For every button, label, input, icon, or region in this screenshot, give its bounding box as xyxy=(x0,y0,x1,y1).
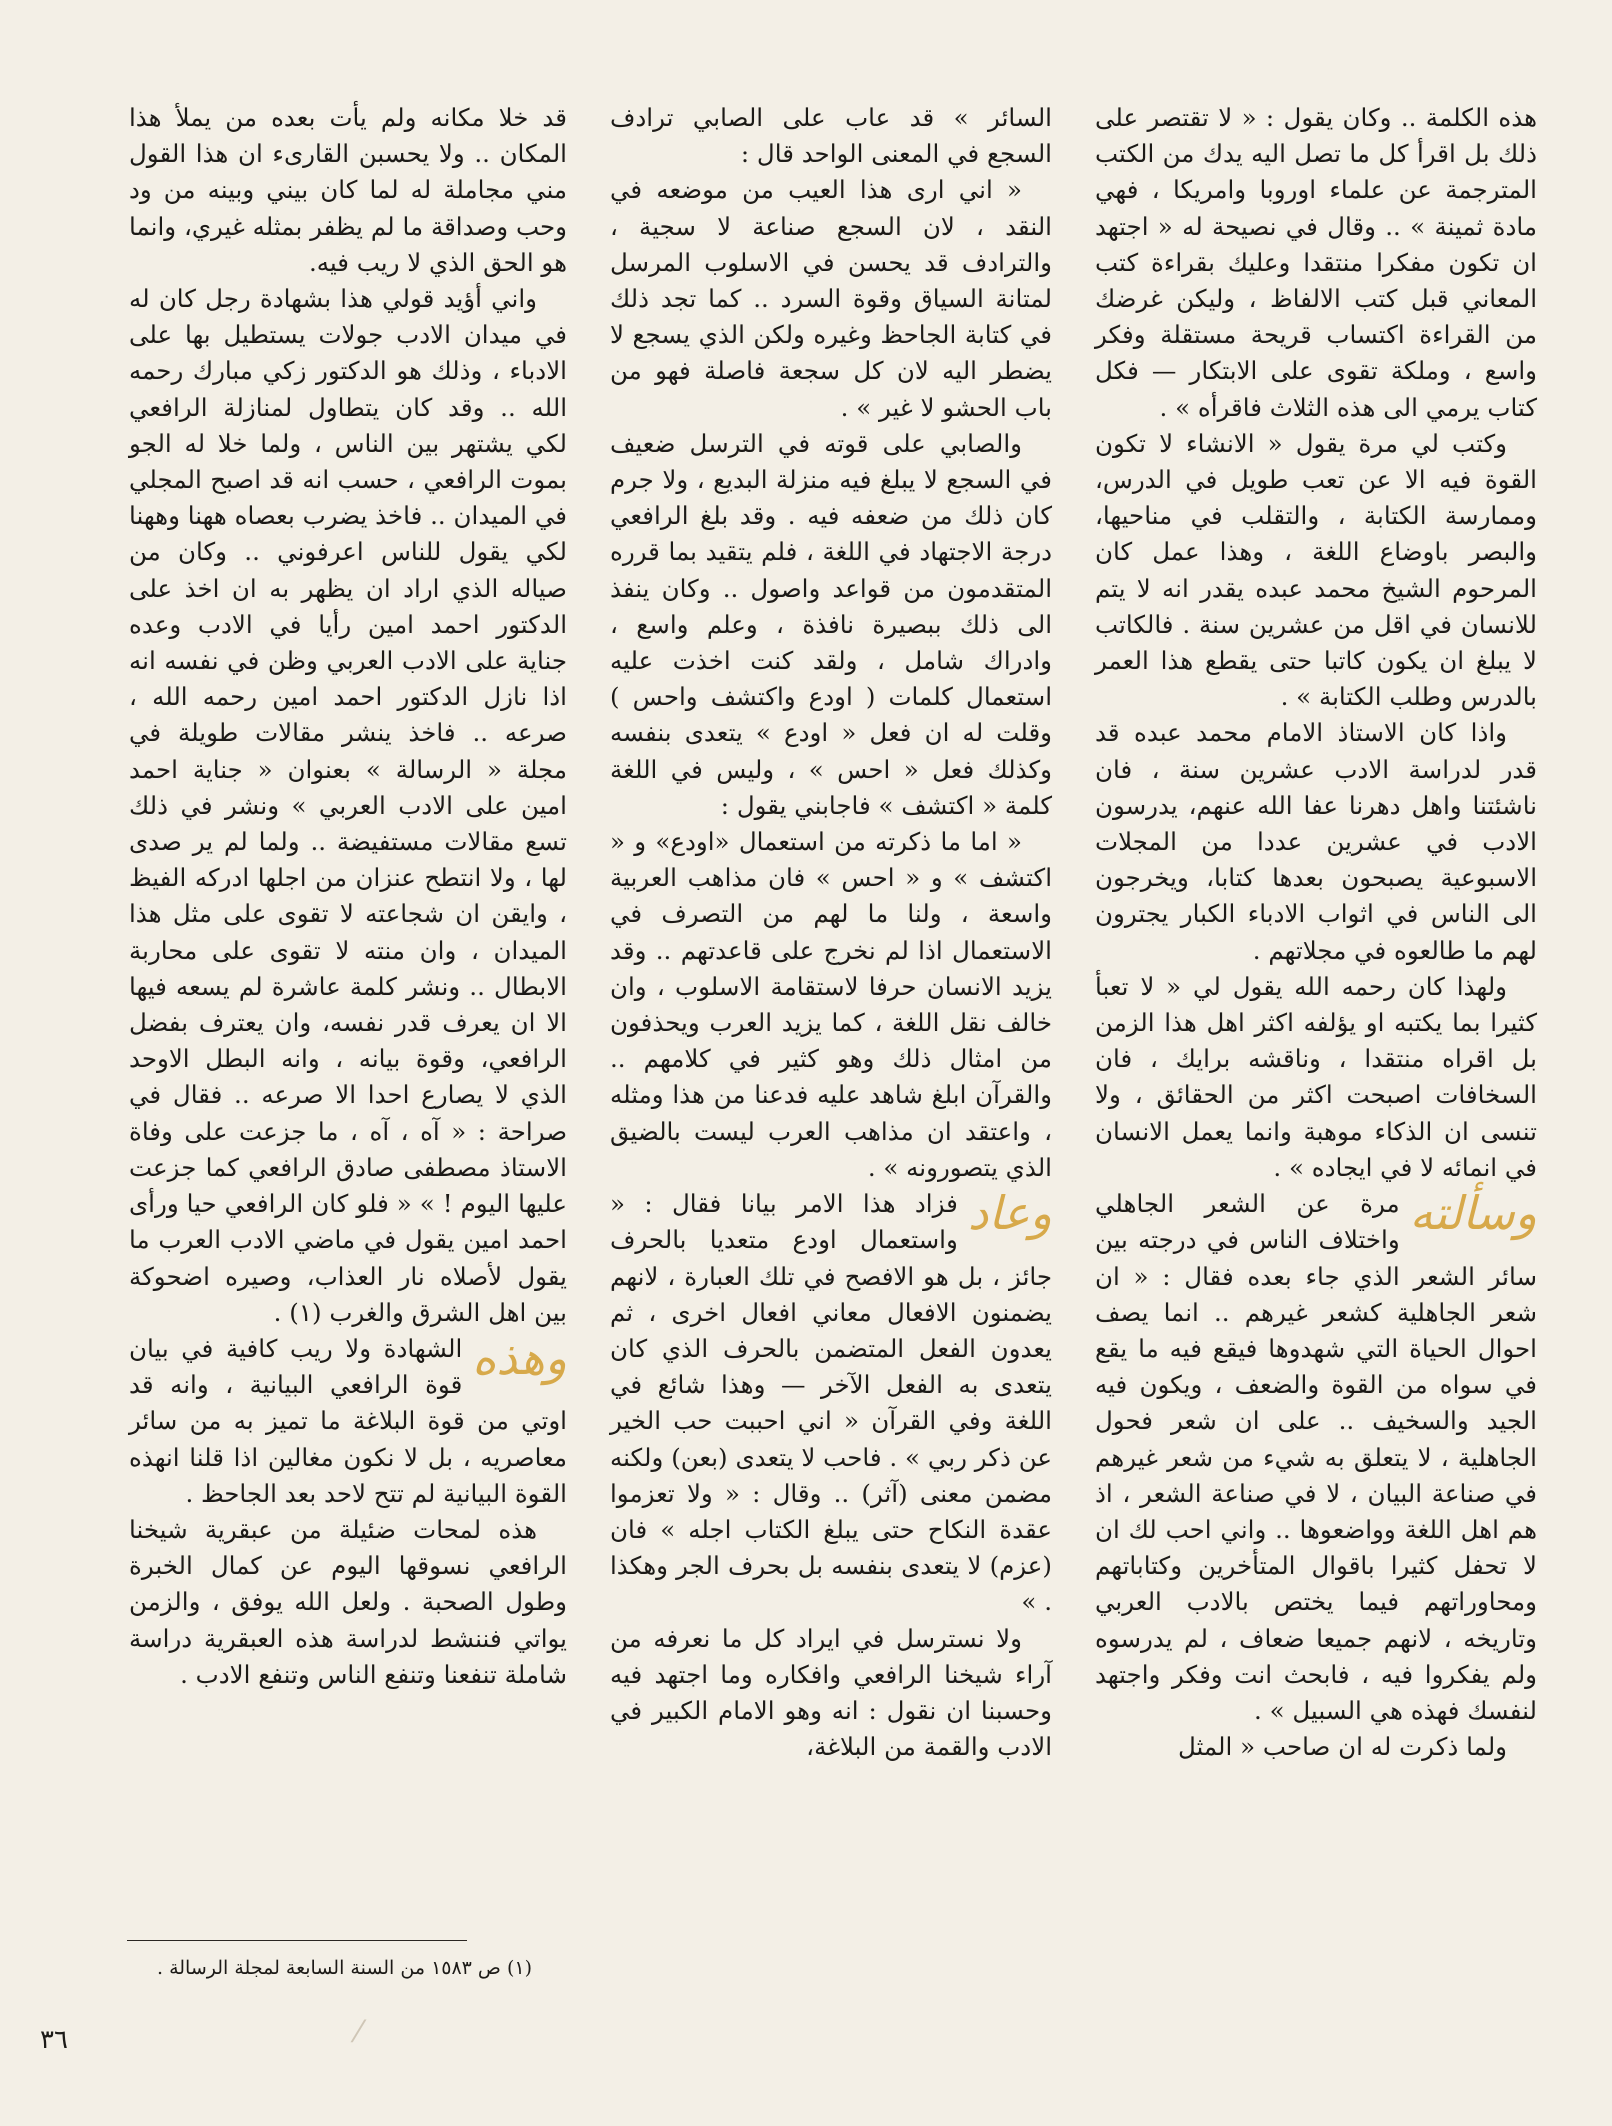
page-number: ٣٦ xyxy=(40,2025,68,2055)
text-column-middle xyxy=(610,100,1052,1765)
paragraph-text: مرة عن الشعر الجاهلي واختلاف الناس في درجته بين سائر الشعر الذي جاء بعده فقال : « ان شعر الجاهلية كشعر غيرهم .. انما يصف احوال الحياة التي شهدوها فيقع فيه ما يقع في سواه من القوة والضعف ، ويكون فيه الجيد والسخيف .. على ان شعر فحول الجاهلية ، لا يتعلق به شيء من شعر غيرهم في صناعة البيان ، لا في صناعة الشعر ، اذ هم اهل اللغة وواضعوها .. واني احب لك ان لا تحفل كثيرا باقوال المتأخرين وكتاباتهم ومحاوراتهم فيما يختص بالادب العربي وتاريخه ، لانهم جميعا ضعاف ، لم يدرسوه ولم يفكروا فيه ، فابحث انت وفكر واجتهد لنفسك فهذه هي السبيل » . xyxy=(1095,1189,1537,1725)
footnote: (١) ص ١٥٨٣ من السنة السابعة لمجلة الرسالة . xyxy=(157,1957,532,1979)
paragraph: وكتب لي مرة يقول « الانشاء لا تكون القوة فيه الا عن تعب طويل في الدرس، وممارسة الكتابة ، والتقلب في مناحيها، والبصر باوضاع اللغة ، وهذا عمل كان المرحوم الشيخ محمد عبده يقدر انه لا يتم للانسان في اقل من عشرين سنة . فالكاتب لا يبلغ ان يكون كاتبا حتى يقطع هذا العمر بالدرس وطلب الكتابة » . xyxy=(1095,428,1537,712)
paragraph: والصابي على قوته في الترسل ضعيف في السجع لا يبلغ فيه منزلة البديع ، ولا جرم كان ذلك من ضعفه فيه . وقد بلغ الرافعي درجة الاجتهاد في اللغة ، فلم يتقيد بما قرره المتقدمون من قواعد واصول .. وكان ينفذ الى ذلك ببصيرة نافذة ، وعلم واسع ، وادراك شامل ، ولقد كنت اخذت عليه استعمال كلمات ( اودع واكتشف واحس ) وقلت له ان فعل « اودع » يتعدى بنفسه وكذلك فعل « احس » ، وليس في اللغة كلمة « اكتشف » فاجابني يقول : xyxy=(610,428,1052,820)
section-ornament: وهذه xyxy=(472,1330,567,1385)
paragraph-with-ornament xyxy=(1095,1186,1537,1729)
paragraph: ولا نسترسل في ايراد كل ما نعرفه من آراء شيخنا الرافعي وافكاره وما اجتهد فيه وحسبنا ان نقول : انه وهو الامام الكبير في الادب والقمة من البلاغة، xyxy=(610,1623,1052,1762)
paragraph: السائر » قد عاب على الصابي ترادف السجع في المعنى الواحد قال : xyxy=(610,103,1052,169)
paragraph: قد خلا مكانه ولم يأت بعده من يملأ هذا المكان .. ولا يحسبن القارىء ان هذا القول مني مجاملة له لما كان بيني وبينه من ود وحب وصداقة ما لم يظفر بمثله غيري، وانما هو الحق الذي لا ريب فيه. xyxy=(129,103,567,277)
paragraph-with-ornament xyxy=(129,1331,567,1512)
paragraph-text: فزاد هذا الامر بيانا فقال : « واستعمال اودع متعديا بالحرف جائز ، بل هو الافصح في تلك العبارة ، لانهم يضمنون الافعال معاني افعال اخرى ، ثم يعدون الفعل المتضمن بالحرف الذي كان يتعدى به الفعل الآخر — وهذا شائع في اللغة وفي القرآن « اني احببت حب الخير عن ذكر ربي » . فاحب لا يتعدى (بعن) ولكنه مضمن معنى (آثر) .. وقال : « ولا تعزموا عقدة النكاح حتى يبلغ الكتاب اجله » فان (عزم) لا يتعدى بنفسه بل بحرف الجر وهكذا . » xyxy=(610,1189,1052,1617)
paragraph: هذه لمحات ضئيلة من عبقرية شيخنا الرافعي نسوقها اليوم عن كمال الخبرة وطول الصحبة . ولعل الله يوفق ، والزمن يواتي فننشط لدراسة هذه العبقرية دراسة شاملة تنفعنا وتنفع الناس وتنفع الادب . xyxy=(129,1514,567,1689)
paragraph: ولما ذكرت له ان صاحب « المثل xyxy=(1177,1732,1507,1762)
pencil-mark-icon: ⁄ xyxy=(356,2015,362,2050)
paragraph: هذه الكلمة .. وكان يقول : « لا تقتصر على ذلك بل اقرأ كل ما تصل اليه يدك من الكتب المترجمة عن علماء اوروبا وامريكا ، فهي مادة ثمينة » .. وقال في نصيحة له « اجتهد ان تكون مفكرا منتقدا وعليك بقراءة كتب المعاني قبل كتب الالفاظ ، وليكن غرضك من القراءة اكتساب قريحة مستقلة وفكر واسع ، وملكة تقوى على الابتكار — فكل كتاب يرمي الى هذه الثلاث فاقرأه » . xyxy=(1095,103,1537,422)
paragraph: ولهذا كان رحمه الله يقول لي « لا تعبأ كثيرا بما يكتبه او يؤلفه اكثر اهل هذا الزمن بل اقراه منتقدا ، وناقشه برايك ، فان السخافات اصبحت اكثر من الحقائق ، ولا تنسى ان الذكاء موهبة وانما يعمل الانسان في انمائه لا في ايجاده » . xyxy=(1095,971,1537,1182)
text-column-left xyxy=(129,100,567,1693)
footnote-divider xyxy=(127,1940,467,1941)
paragraph: واذا كان الاستاذ الامام محمد عبده قد قدر لدراسة الادب عشرين سنة ، فان ناشئتنا واهل دهرنا عفا الله عنهم، يدرسون الادب في عشرين عددا من المجلات الاسبوعية يصبحون بعدها كتابا، ويخرجون الى الناس في اثواب الادباء الكبار يجترون لهم ما طالعوه في مجلاتهم . xyxy=(1095,718,1537,965)
paragraph-with-ornament xyxy=(610,1186,1052,1620)
section-ornament: وسألته xyxy=(1409,1186,1537,1241)
text-column-right xyxy=(1095,100,1537,1765)
paragraph: « اني ارى هذا العيب من موضعه في النقد ، لان السجع صناعة لا سجية ، والترادف قد يحسن في الاسلوب المرسل لمتانة السياق وقوة السرد .. كما تجد ذلك في كتابة الجاحظ وغيره ولكن الذي يسجع لا يضطر اليه لان كل سجعة فاصلة فهو من باب الحشو لا غير » . xyxy=(610,175,1052,422)
paragraph-text: الشهادة ولا ريب كافية في بيان قوة الرافعي البيانية ، وانه قد اوتي من قوة البلاغة ما تميز به من سائر معاصريه ، بل لا نكون مغالين اذا قلنا انهذه القوة البيانية لم تتح لاحد بعد الجاحظ . xyxy=(129,1333,567,1508)
paragraph: « اما ما ذكرته من استعمال «اودع» و « اكتشف » و « احس » فان مذاهب العربية واسعة ، ولنا ما لهم من التصرف في الاستعمال اذا لم نخرج على قاعدتهم .. وقد يزيد الانسان حرفا لاستقامة الاسلوب ، وان خالف نقل اللغة ، كما يزيد العرب ويحذفون من امثال ذلك وهو كثير في كلامهم .. والقرآن ابلغ شاهد عليه فدعنا من هذا ومثله ، واعتقد ان مذاهب العرب ليست بالضيق الذي يتصورونه » . xyxy=(610,827,1052,1182)
paragraph: واني أؤيد قولي هذا بشهادة رجل كان له في ميدان الادب جولات يستطيل بها على الادباء ، وذلك هو الدكتور زكي مبارك رحمه الله .. وقد كان يتطاول لمنازلة الرافعي لكي يشتهر بين الناس ، ولما خلا له الجو بموت الرافعي ، حسب انه قد اصبح المجلي في الميدان .. فاخذ يضرب بعصاه ههنا وههنا لكي يقول للناس اعرفوني .. وكان من صياله الذي اراد ان يظهر به ان اخذ على الدكتور احمد امين رأيا في الادب وعده جناية على الادب العربي وظن في نفسه انه اذا نازل الدكتور احمد امين رحمه الله ، صرعه .. فاخذ ينشر مقالات طويلة في مجلة « الرسالة » بعنوان « جناية احمد امين على الادب العربي » ونشر في ذلك تسع مقالات مستفيضة .. ولما لم ير صدى لها ، ولا انتطح عنزان من اجلها ادركه الفيظ ، وايقن ان شجاعته لا تقوى على مثل هذا الميدان ، وان منته لا تقوى على محاربة الابطال .. ونشر كلمة عاشرة لم يسعه فيها الا ان يعرف قدر نفسه، وان يعترف بفضل الرافعي، وقوة بيانه ، وانه البطل الاوحد الذي لا يصارع احدا الا صرعه .. فقال في صراحة : « آه ، آه ، ما جزعت على وفاة الاستاذ مصطفى صادق الرافعي كما جزعت عليها اليوم ! » « فلو كان الرافعي حيا ورأى احمد امين يقول في ماضي الادب العرب ما يقول لأصلاه نار العذاب، وصيره اضحوكة بين اهل الشرق والغرب (١) . xyxy=(129,284,567,1327)
section-ornament: وعاد xyxy=(967,1186,1052,1241)
